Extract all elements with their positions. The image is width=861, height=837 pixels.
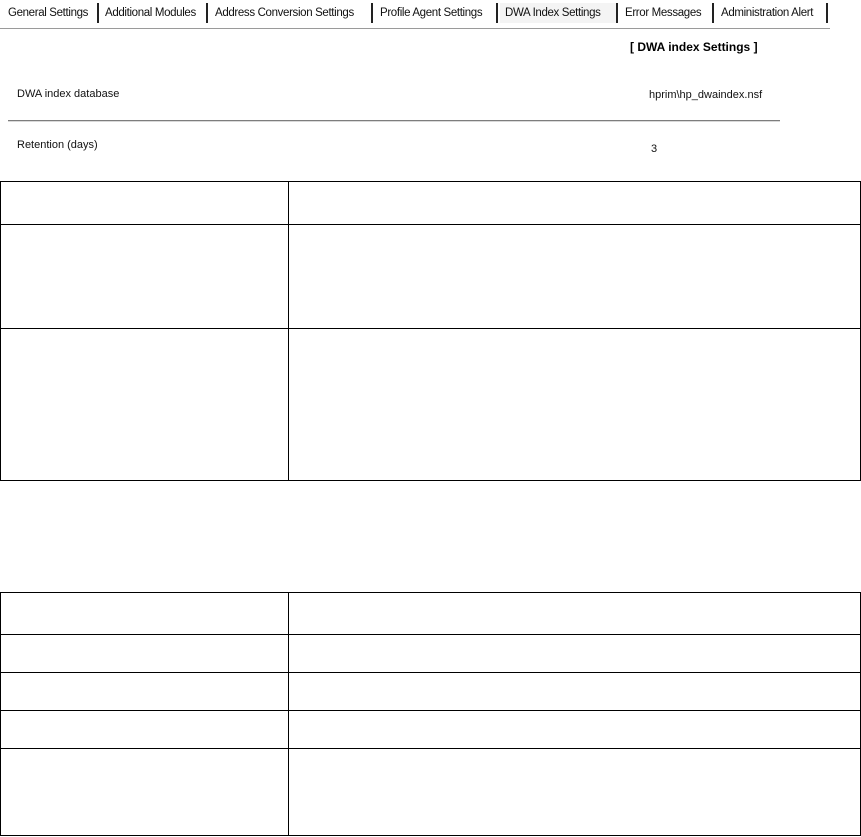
table-cell [1, 225, 289, 329]
tab-error-messages[interactable]: Error Messages [620, 3, 714, 23]
table-cell [289, 593, 861, 635]
table-row [1, 329, 861, 481]
table-cell [1, 749, 289, 836]
dwa-index-database-value[interactable]: hprim\hp_dwaindex.nsf [649, 89, 763, 101]
retention-days-value[interactable]: 3 [651, 143, 658, 155]
table-row [1, 182, 861, 225]
tab-strip [0, 0, 830, 29]
table-row [1, 225, 861, 329]
table-row [1, 749, 861, 836]
tab-profile-agent-settings[interactable]: Profile Agent Settings [375, 3, 498, 23]
section-heading: [ DWA index Settings ] [630, 40, 758, 54]
table-row [1, 711, 861, 749]
table-row [1, 635, 861, 673]
table-cell [289, 749, 861, 836]
table-cell [289, 225, 861, 329]
dwa-index-database-label: DWA index database [17, 88, 120, 100]
table-row [1, 673, 861, 711]
tab-general-settings[interactable]: General Settings [2, 3, 99, 23]
table-cell [1, 593, 289, 635]
tab-address-conversion-settings[interactable]: Address Conversion Settings [210, 3, 373, 23]
table-cell [1, 329, 289, 481]
table-cell [1, 673, 289, 711]
table-cell [1, 182, 289, 225]
form-divider [8, 120, 780, 122]
table-cell [289, 673, 861, 711]
table-cell [1, 635, 289, 673]
table-cell [1, 711, 289, 749]
tab-administration-alert[interactable]: Administration Alert [716, 3, 828, 23]
table-cell [289, 329, 861, 481]
retention-days-label: Retention (days) [17, 139, 98, 151]
table-cell [289, 182, 861, 225]
table-1 [0, 181, 861, 481]
table-cell [289, 635, 861, 673]
table-2 [0, 592, 861, 836]
tab-additional-modules[interactable]: Additional Modules [100, 3, 208, 23]
table-cell [289, 711, 861, 749]
tab-dwa-index-settings[interactable]: DWA Index Settings [500, 3, 618, 23]
table-row [1, 593, 861, 635]
